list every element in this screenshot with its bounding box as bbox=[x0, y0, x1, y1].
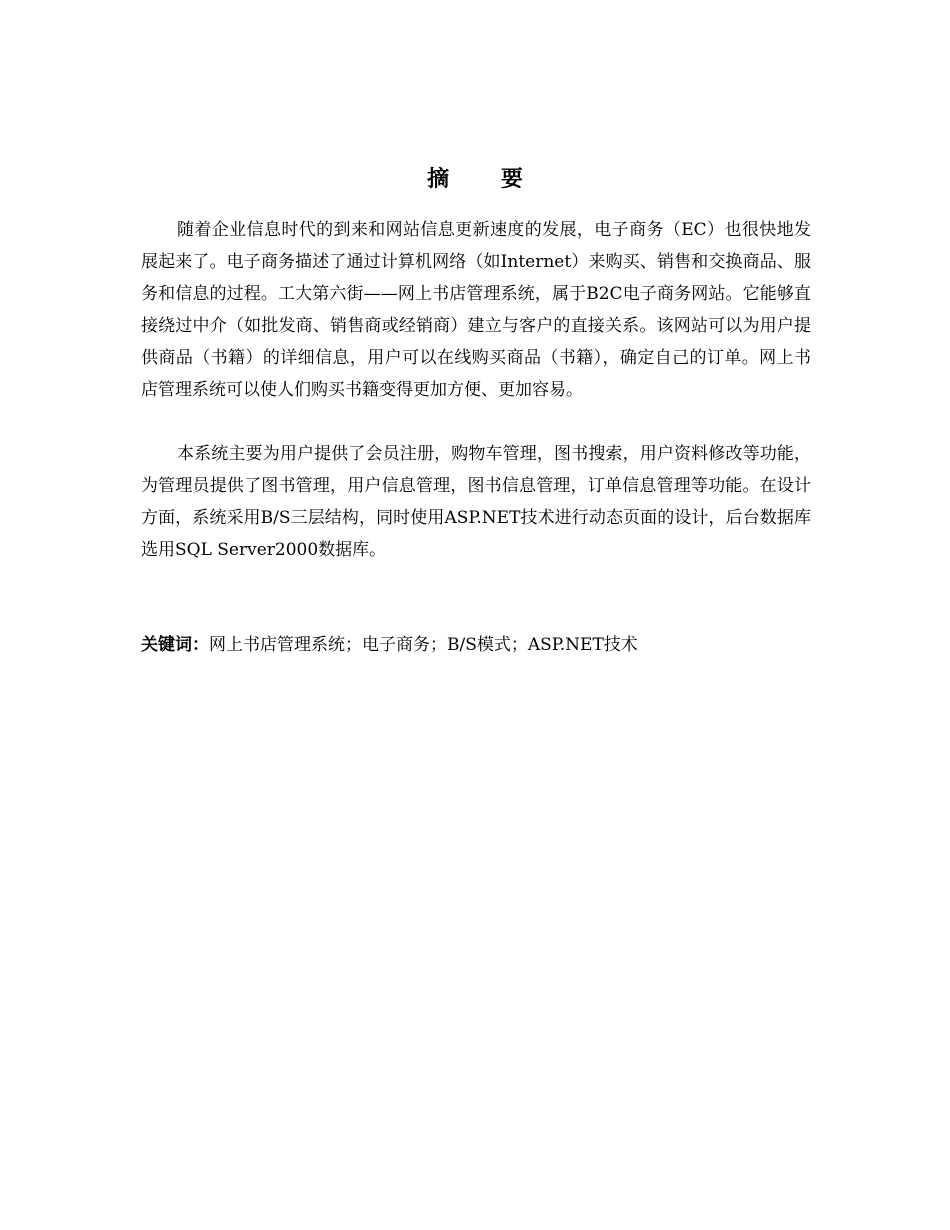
abstract-paragraph-2: 本系统主要为用户提供了会员注册，购物车管理，图书搜索，用户资料修改等功能，为管理员提供了图书管理，用户信息管理，图书信息管理，订单信息管理等功能。在设计方面，系统采用B/S三层结构，同时使用ASP.NET技术进行动态页面的设计，后台数据库选用SQL Server2000数据库。 bbox=[141, 444, 811, 560]
page-title: 摘 要 bbox=[427, 167, 545, 192]
abstract-paragraph-1: 随着企业信息时代的到来和网站信息更新速度的发展，电子商务（EC）也很快地发展起来了。电子商务描述了通过计算机网络（如Internet）来购买、销售和交换商品、服务和信息的过程。工大第六街——网上书店管理系统，属于B2C电子商务网站。它能够直接绕过中介（如批发商、销售商或经销商）建立与客户的直接关系。该网站可以为用户提供商品（书籍）的详细信息，用户可以在线购买商品（书籍），确定自己的订单。网上书店管理系统可以使人们购买书籍变得更加方便、更加容易。 bbox=[141, 220, 811, 400]
keywords-line bbox=[141, 630, 821, 660]
keywords-label: 关键词： bbox=[141, 635, 209, 655]
keywords-text: 网上书店管理系统；电子商务；B/S模式；ASP.NET技术 bbox=[209, 635, 638, 655]
